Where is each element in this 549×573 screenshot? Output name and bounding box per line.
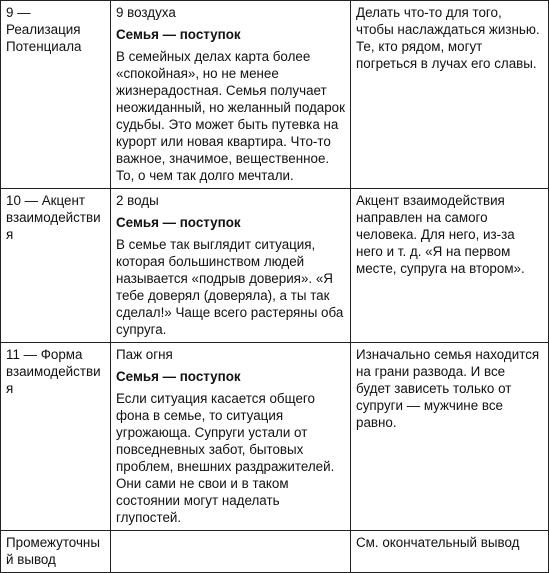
position-label: Промежуточный вывод [6, 535, 100, 567]
table-row [1, 1, 549, 189]
card-heading: Семья — поступок [116, 215, 241, 230]
card-heading: Семья — поступок [116, 369, 241, 384]
table-row [1, 531, 549, 573]
position-label: 11 — Форма взаимодействия [6, 347, 101, 396]
card-heading: Семья — поступок [116, 27, 241, 42]
card-cell [111, 1, 351, 189]
meaning-cell [351, 531, 549, 573]
table-row [1, 189, 549, 343]
card-name: 9 воздуха [116, 5, 176, 20]
position-cell [1, 343, 111, 531]
meaning-text: Изначально семья находится на грани развода. И все будет зависеть только от супруги — мужчине все равно. [356, 347, 540, 430]
meaning-cell [351, 343, 549, 531]
card-cell [111, 531, 351, 573]
meaning-text: Акцент взаимодействия направлен на самого человека. Для него, из-за него и т. д. «Я на первом месте, супруга на втором». [356, 193, 525, 276]
card-name: 2 воды [116, 193, 159, 208]
position-label: 9 — Реализация Потенциала [6, 5, 82, 54]
meaning-cell [351, 189, 549, 343]
position-cell [1, 1, 111, 189]
card-cell [111, 343, 351, 531]
position-cell [1, 189, 111, 343]
table-row [1, 343, 549, 531]
card-cell [111, 189, 351, 343]
meaning-cell [351, 1, 549, 189]
position-cell [1, 531, 111, 573]
card-description: Если ситуация касается общего фона в семье, то ситуация угрожающа. Супруги устали от повседневных забот, бытовых проблем, внешних раздражителей. Они сами не свои и в таком состоянии могут наделать глупостей. [116, 391, 335, 525]
meaning-text: См. окончательный вывод [356, 535, 520, 550]
card-description: В семейных делах карта более «спокойная», но не менее жизнерадостная. Семья получает неожиданный, но желанный подарок судьбы. Это может быть путевка на курорт или новая квартира. Что-то важное, значимое, вещественное. То, о чем так долго мечтали. [116, 49, 345, 183]
position-label: 10 — Акцент взаимодействия [6, 193, 101, 242]
meaning-text: Делать что-то для того, чтобы наслаждаться жизнью. Те, кто рядом, могут погреться в лучах его славы. [356, 5, 540, 71]
card-name: Паж огня [116, 347, 173, 362]
card-description: В семье так выглядит ситуация, которая большинством людей называется «подрыв доверия». «Я тебе доверял (доверяла), а ты так сделал!» Чаще всего растеряны оба супруга. [116, 237, 344, 337]
